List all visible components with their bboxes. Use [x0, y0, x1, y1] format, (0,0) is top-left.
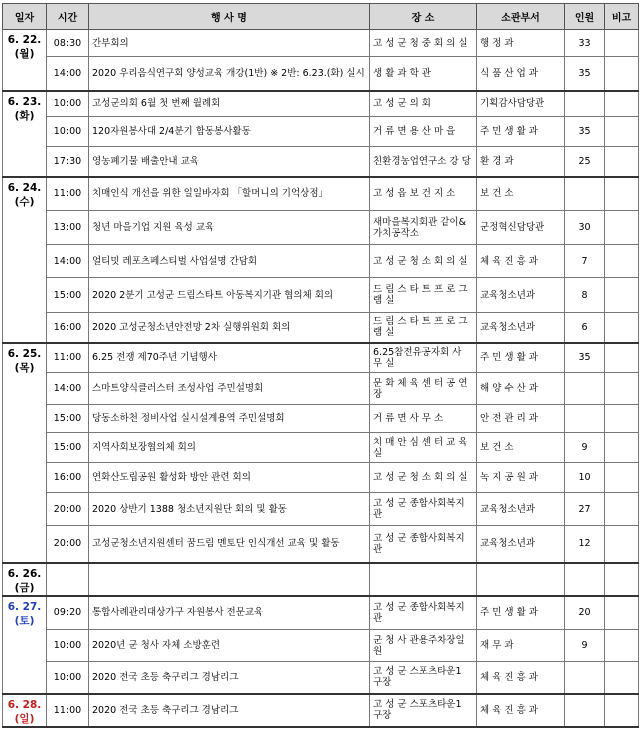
dept-cell: 해 양 수 산 과: [477, 373, 565, 405]
people-cell: 9: [565, 433, 605, 463]
date-label: 6. 26.: [7, 567, 42, 580]
table-row: [3, 373, 639, 405]
place-cell: 치 매 안 심 센 터 교 육 실: [370, 433, 477, 463]
people-cell: 6: [565, 313, 605, 343]
time-cell: 15:00: [47, 278, 89, 313]
table-row: [3, 313, 639, 343]
weekday-label: (토): [14, 614, 35, 627]
weekday-label: (수): [14, 195, 35, 208]
time-cell: 20:00: [47, 493, 89, 526]
dept-cell: 보 건 소: [477, 433, 565, 463]
event-cell: 치매인식 개선을 위한 일일바자회 「할머니의 기억상점」: [89, 177, 370, 211]
place-cell: 친환경농업연구소 강 당: [370, 147, 477, 177]
people-cell: 7: [565, 245, 605, 278]
note-cell: [605, 493, 639, 526]
people-cell: [565, 405, 605, 433]
people-cell: 8: [565, 278, 605, 313]
event-cell: 지역사회보장협의체 회의: [89, 433, 370, 463]
note-cell: [605, 91, 639, 117]
weekday-label: (금): [14, 581, 35, 594]
note-cell: [605, 313, 639, 343]
place-cell: 고 성 군 청 소 회 의 실: [370, 245, 477, 278]
place-cell: 고 성 읍 보 건 지 소: [370, 177, 477, 211]
dept-cell: 재 무 과: [477, 630, 565, 662]
time-cell: 14:00: [47, 57, 89, 91]
place-cell: 군 청 사 관용주차장일원: [370, 630, 477, 662]
people-cell: [565, 694, 605, 727]
note-cell: [605, 278, 639, 313]
people-cell: 27: [565, 493, 605, 526]
place-cell: 고 성 군 종합사회복지관: [370, 596, 477, 630]
table-row: [3, 694, 639, 727]
event-cell: 얼티밋 레포츠페스티벌 사업설명 간담회: [89, 245, 370, 278]
note-cell: [605, 526, 639, 563]
dept-cell: 교육청소년과: [477, 493, 565, 526]
note-cell: [605, 245, 639, 278]
people-cell: 35: [565, 57, 605, 91]
people-cell: 12: [565, 526, 605, 563]
event-cell: [89, 563, 370, 596]
event-cell: 2020 전국 초등 축구리그 경남리그: [89, 662, 370, 694]
time-cell: 10:00: [47, 630, 89, 662]
table-row: [3, 117, 639, 147]
table-row: [3, 463, 639, 493]
people-cell: 10: [565, 463, 605, 493]
header-dept: 소관부서: [477, 4, 565, 30]
table-row: [3, 433, 639, 463]
table-row: [3, 596, 639, 630]
people-cell: [565, 91, 605, 117]
event-cell: 2020 2분기 고성군 드림스타트 아동복지기관 협의체 회의: [89, 278, 370, 313]
date-label: 6. 22.: [7, 34, 42, 46]
note-cell: [605, 57, 639, 91]
header-row: [3, 4, 639, 30]
event-cell: 2020 고성군청소년안전망 2차 실행위원회 회의: [89, 313, 370, 343]
note-cell: [605, 463, 639, 493]
time-cell: 15:00: [47, 433, 89, 463]
time-cell: 10:00: [47, 91, 89, 117]
people-cell: 35: [565, 343, 605, 373]
time-cell: 08:30: [47, 30, 89, 57]
event-cell: 스마트양식클러스터 조성사업 주민설명회: [89, 373, 370, 405]
place-cell: 드 림 스 타 트 프 로 그 램 실: [370, 278, 477, 313]
place-cell: 새마을복지회관 같이&가치공작소: [370, 211, 477, 245]
people-cell: 30: [565, 211, 605, 245]
dept-cell: 식 품 산 업 과: [477, 57, 565, 91]
date-cell: [3, 177, 47, 343]
event-cell: 연화산도립공원 활성화 방안 관련 회의: [89, 463, 370, 493]
place-cell: [370, 563, 477, 596]
table-row: [3, 147, 639, 177]
date-cell: [3, 694, 47, 727]
table-row: [3, 343, 639, 373]
time-cell: 14:00: [47, 245, 89, 278]
date-cell: [3, 91, 47, 177]
note-cell: [605, 373, 639, 405]
note-cell: [605, 211, 639, 245]
event-cell: 6.25 전쟁 제70주년 기념행사: [89, 343, 370, 373]
place-cell: 고 성 군 청 소 회 의 실: [370, 463, 477, 493]
time-cell: 11:00: [47, 343, 89, 373]
place-cell: 고 성 군 청 중 회 의 실: [370, 30, 477, 57]
place-cell: 6.25참전유공자회 사 무 실: [370, 343, 477, 373]
event-cell: 당동소하천 정비사업 실시설계용역 주민설명회: [89, 405, 370, 433]
event-cell: 2020년 군 청사 자체 소방훈련: [89, 630, 370, 662]
event-cell: 영농폐기물 배출안내 교육: [89, 147, 370, 177]
dept-cell: 교육청소년과: [477, 278, 565, 313]
note-cell: [605, 662, 639, 694]
dept-cell: 군정혁신담당관: [477, 211, 565, 245]
place-cell: 거 류 면 용 산 마 을: [370, 117, 477, 147]
people-cell: 35: [565, 117, 605, 147]
note-cell: [605, 117, 639, 147]
table-row: [3, 526, 639, 563]
note-cell: [605, 563, 639, 596]
event-cell: 120자원봉사대 2/4분기 합동봉사활동: [89, 117, 370, 147]
dept-cell: 체 육 진 흥 과: [477, 245, 565, 278]
dept-cell: 주 민 생 활 과: [477, 343, 565, 373]
time-cell: 10:00: [47, 117, 89, 147]
date-label: 6. 23.: [7, 95, 42, 108]
note-cell: [605, 30, 639, 57]
schedule-body: [3, 30, 639, 727]
dept-cell: 안 전 관 리 과: [477, 405, 565, 433]
place-cell: 문 화 체 육 센 터 공 연 장: [370, 373, 477, 405]
table-row: [3, 405, 639, 433]
place-cell: 거 류 면 사 무 소: [370, 405, 477, 433]
table-row: [3, 177, 639, 211]
date-label: 6. 25.: [7, 347, 42, 360]
dept-cell: 환 경 과: [477, 147, 565, 177]
dept-cell: 기획감사담당관: [477, 91, 565, 117]
people-cell: 20: [565, 596, 605, 630]
dept-cell: 행 정 과: [477, 30, 565, 57]
table-row: [3, 245, 639, 278]
note-cell: [605, 343, 639, 373]
dept-cell: 보 건 소: [477, 177, 565, 211]
table-row: [3, 278, 639, 313]
dept-cell: 녹 지 공 원 과: [477, 463, 565, 493]
table-row: [3, 662, 639, 694]
place-cell: 고 성 군 의 회: [370, 91, 477, 117]
schedule-table: [2, 3, 639, 728]
table-row: [3, 30, 639, 57]
note-cell: [605, 630, 639, 662]
time-cell: [47, 563, 89, 596]
header-event: 행 사 명: [89, 4, 370, 30]
event-cell: 간부회의: [89, 30, 370, 57]
place-cell: 생 활 과 학 관: [370, 57, 477, 91]
weekday-label: (목): [14, 361, 35, 374]
people-cell: [565, 662, 605, 694]
table-row: [3, 211, 639, 245]
time-cell: 09:20: [47, 596, 89, 630]
people-cell: 33: [565, 30, 605, 57]
event-cell: 통합사례관리대상가구 자원봉사 전문교육: [89, 596, 370, 630]
event-cell: 고성군청소년지원센터 꿈드림 멘토단 인식개선 교육 및 활동: [89, 526, 370, 563]
time-cell: 11:00: [47, 694, 89, 727]
note-cell: [605, 405, 639, 433]
dept-cell: 교육청소년과: [477, 313, 565, 343]
note-cell: [605, 596, 639, 630]
dept-cell: [477, 563, 565, 596]
header-note: 비고: [605, 4, 639, 30]
dept-cell: 체 육 진 흥 과: [477, 694, 565, 727]
table-row: [3, 563, 639, 596]
time-cell: 10:00: [47, 662, 89, 694]
header-people: 인원: [565, 4, 605, 30]
weekday-label: (월): [14, 48, 35, 60]
date-cell: [3, 563, 47, 596]
header-time: 시간: [47, 4, 89, 30]
people-cell: 25: [565, 147, 605, 177]
table-row: [3, 630, 639, 662]
event-cell: 고성군의회 6월 첫 번째 월례회: [89, 91, 370, 117]
time-cell: 14:00: [47, 373, 89, 405]
time-cell: 16:00: [47, 313, 89, 343]
place-cell: 고 성 군 종합사회복지관: [370, 493, 477, 526]
note-cell: [605, 694, 639, 727]
place-cell: 고 성 군 종합사회복지관: [370, 526, 477, 563]
time-cell: 17:30: [47, 147, 89, 177]
time-cell: 16:00: [47, 463, 89, 493]
time-cell: 20:00: [47, 526, 89, 563]
note-cell: [605, 177, 639, 211]
header-place: 장 소: [370, 4, 477, 30]
date-cell: [3, 30, 47, 91]
dept-cell: 주 민 생 활 과: [477, 117, 565, 147]
weekday-label: (화): [14, 109, 35, 122]
date-cell: [3, 596, 47, 694]
people-cell: 9: [565, 630, 605, 662]
table-row: [3, 493, 639, 526]
header-date: 일자: [3, 4, 47, 30]
place-cell: 고 성 군 스포츠타운1 구장: [370, 662, 477, 694]
date-label: 6. 28.: [7, 698, 42, 711]
dept-cell: 교육청소년과: [477, 526, 565, 563]
people-cell: [565, 563, 605, 596]
time-cell: 13:00: [47, 211, 89, 245]
event-cell: 2020 상반기 1388 청소년지원단 회의 및 활동: [89, 493, 370, 526]
people-cell: [565, 373, 605, 405]
date-cell: [3, 343, 47, 563]
place-cell: 고 성 군 스포츠타운1 구장: [370, 694, 477, 727]
note-cell: [605, 433, 639, 463]
table-row: [3, 57, 639, 91]
event-cell: 2020 전국 초등 축구리그 경남리그: [89, 694, 370, 727]
time-cell: 15:00: [47, 405, 89, 433]
weekday-label: (일): [14, 712, 35, 725]
dept-cell: 주 민 생 활 과: [477, 596, 565, 630]
dept-cell: 체 육 진 흥 과: [477, 662, 565, 694]
note-cell: [605, 147, 639, 177]
date-label: 6. 24.: [7, 181, 42, 194]
people-cell: [565, 177, 605, 211]
date-label: 6. 27.: [7, 600, 42, 613]
table-row: [3, 91, 639, 117]
event-cell: 2020 우리음식연구회 양성교육 개강(1반) ※ 2반: 6.23.(화) 실시: [89, 57, 370, 91]
place-cell: 드 림 스 타 트 프 로 그 램 실: [370, 313, 477, 343]
time-cell: 11:00: [47, 177, 89, 211]
event-cell: 청년 마을기업 지원 육성 교육: [89, 211, 370, 245]
